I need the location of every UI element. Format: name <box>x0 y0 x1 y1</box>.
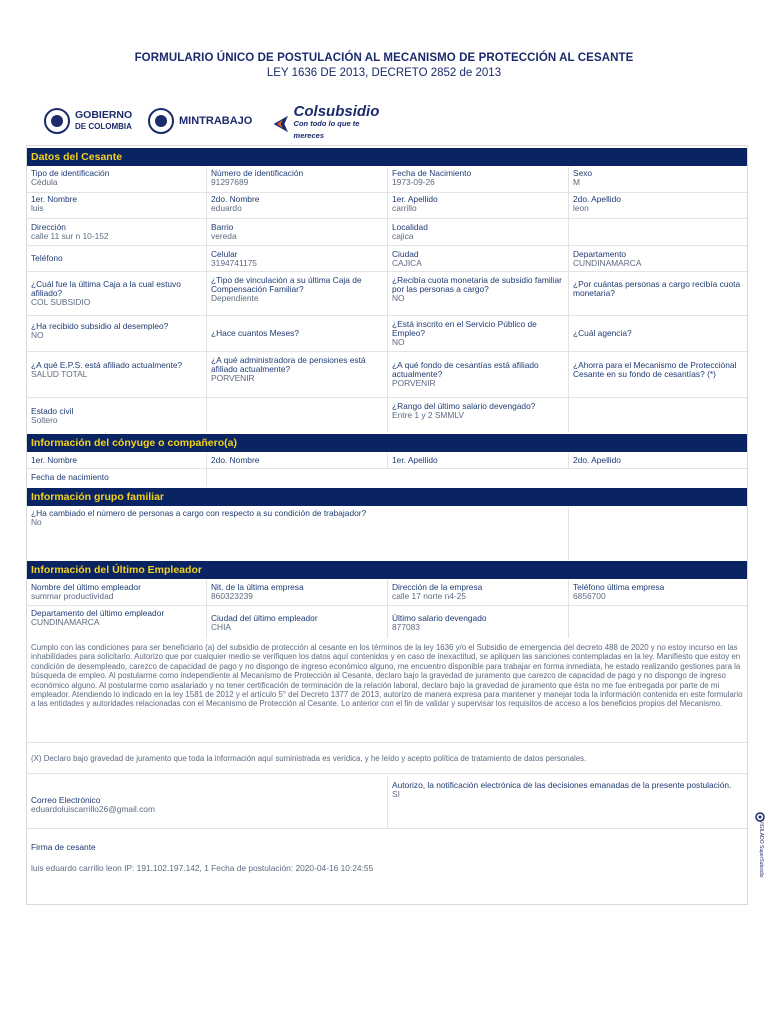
colsubsidio-slogan: Con todo lo que te mereces <box>293 119 360 140</box>
nombre2-label: 2do. Nombre <box>211 194 260 204</box>
apellido1-label: 1er. Apellido <box>392 194 438 204</box>
form-title: FORMULARIO ÚNICO DE POSTULACIÓN AL MECANISMO DE PROTECCIÓN AL CESANTE <box>134 52 634 64</box>
section-datos-cesante: Datos del Cesante <box>27 148 747 166</box>
num-id-value: 91297689 <box>211 177 249 187</box>
firma-label: Firma de cesante <box>31 842 96 852</box>
mintrabajo-logo <box>148 108 252 134</box>
fecha-nac-value: 1973-09-26 <box>392 177 435 187</box>
gobierno-logo-line2: DE COLOMBIA <box>75 122 132 131</box>
telefono-label: Teléfono <box>31 253 63 263</box>
table-row <box>27 606 747 638</box>
conyuge-nombre1-label: 1er. Nombre <box>31 455 78 465</box>
empleador-nit-value: 860323239 <box>211 591 253 601</box>
colsubsidio-logo <box>270 103 382 142</box>
gobierno-logo <box>44 108 132 134</box>
empleador-salario-label: Último salario devengado <box>392 613 487 623</box>
colsubsidio-logo-name: Colsubsidio <box>293 103 380 120</box>
personas-cargo-cambio-label: ¿Ha cambiado el número de personas a cargo con respecto a su condición de trabajador? <box>31 508 367 518</box>
autorizo-value: SI <box>392 789 400 799</box>
localidad-label: Localidad <box>392 222 428 232</box>
localidad-value: cajica <box>392 231 414 241</box>
caja-value: COL SUBSIDIO <box>31 297 91 307</box>
nombre1-value: luis <box>31 203 44 213</box>
sexo-value: M <box>573 177 580 187</box>
supersubsidio-text: VIGILADO SuperSubsidio <box>758 820 764 878</box>
conyuge-nombre2-label: 2do. Nombre <box>211 455 260 465</box>
correo-label: Correo Electrónico <box>31 795 101 805</box>
section-ultimo-empleador: Información del Último Empleador <box>27 561 747 579</box>
inscrito-value: NO <box>392 337 405 347</box>
table-row <box>27 507 747 560</box>
table-row <box>27 193 747 219</box>
empleador-ciudad-value: CHIA <box>211 622 232 632</box>
personas-cargo-cambio-value: No <box>31 517 42 527</box>
ciudad-value: CAJICA <box>392 258 422 268</box>
personas-cargo-label: ¿Por cuántas personas a cargo recibía cuota monetaria? <box>573 279 741 298</box>
celular-label: Celular <box>211 249 238 259</box>
apellido2-label: 2do. Apellido <box>573 194 621 204</box>
empleador-nombre-label: Nombre del último empleador <box>31 582 141 592</box>
mintrabajo-logo-text: MINTRABAJO <box>179 115 253 127</box>
table-row <box>27 453 747 469</box>
direccion-label: Dirección <box>31 222 66 232</box>
celular-value: 3194741175 <box>211 258 257 268</box>
empleador-depto-value: CUNDINAMARCA <box>31 617 100 627</box>
autorizo-label: Autorizo, la notificación electrónica de las decisiones emanadas de la presente postulación. <box>392 780 732 790</box>
num-id-label: Número de identificación <box>211 168 304 178</box>
barrio-label: Barrio <box>211 222 234 232</box>
empleador-telefono-value: 6856700 <box>573 591 606 601</box>
table-row <box>27 469 747 486</box>
declaration-text: (X) Declaro bajo gravedad de juramento que toda la información aquí suministrada es verídica, y he leído y acepto política de tratamiento de datos personales. <box>27 754 747 774</box>
empleador-ciudad-label: Ciudad del último empleador <box>211 613 318 623</box>
table-row <box>27 272 747 316</box>
barrio-value: vereda <box>211 231 237 241</box>
estado-civil-label: Estado civil <box>31 406 74 416</box>
sexo-label: Sexo <box>573 168 593 178</box>
rango-salario-value: Entre 1 y 2 SMMLV <box>392 410 464 420</box>
table-row <box>27 352 747 398</box>
firma-value: luis eduardo carrillo leon IP: 191.102.197.142, 1 Fecha de postulación: 2020-04-16 10:24:55 <box>31 863 374 873</box>
rango-salario-label: ¿Rango del último salario devengado? <box>392 401 536 411</box>
empleador-direccion-label: Dirección de la empresa <box>392 582 483 592</box>
table-row <box>27 219 747 246</box>
table-row <box>27 398 747 432</box>
caja-label: ¿Cuál fue la última Caja a la cual estuvo afiliado? <box>31 279 181 298</box>
table-row <box>27 316 747 352</box>
table-row <box>27 246 747 272</box>
cesantias-label: ¿A qué fondo de cesantías está afiliado actualmente? <box>392 360 539 379</box>
colsubsidio-mark-icon <box>270 112 292 136</box>
section-grupo-familiar: Información grupo familiar <box>27 488 747 506</box>
colombia-seal-icon <box>44 108 70 134</box>
empleador-nit-label: Nit. de la última empresa <box>211 582 304 592</box>
gobierno-logo-line1: GOBIERNO <box>75 109 133 121</box>
nombre2-value: eduardo <box>211 203 242 213</box>
nombre1-label: 1er. Nombre <box>31 194 78 204</box>
tipo-id-label: Tipo de identificación <box>31 168 110 178</box>
eps-label: ¿A qué E.P.S. está afiliado actualmente? <box>31 360 183 370</box>
ahorra-label: ¿Ahorra para el Mecanismo de Protecciónal Cesante en su fondo de cesantías? (*) <box>573 360 737 379</box>
conyuge-fecha-label: Fecha de nacimiento <box>31 472 109 482</box>
subsidio-value: NO <box>31 330 44 340</box>
vinculacion-value: Dependiente <box>211 293 259 303</box>
subsidio-label: ¿Ha recibido subsidio al desempleo? <box>31 321 169 331</box>
tipo-id-value: Cédula <box>31 177 58 187</box>
ciudad-label: Ciudad <box>392 249 419 259</box>
cuota-label: ¿Recibía cuota monetaria de subsidio familiar por las personas a cargo? <box>392 275 562 294</box>
section-conyuge: Información del cónyuge o compañero(a) <box>27 434 747 452</box>
table-row <box>27 167 747 193</box>
conyuge-apellido2-label: 2do. Apellido <box>573 455 621 465</box>
departamento-value: CUNDINAMARCA <box>573 258 642 268</box>
cuota-value: NO <box>392 293 405 303</box>
fecha-nac-label: Fecha de Nacimiento <box>392 168 472 178</box>
table-row <box>27 580 747 606</box>
table-row <box>27 777 747 829</box>
empleador-salario-value: 877083 <box>392 622 420 632</box>
empleador-telefono-label: Teléfono última empresa <box>573 582 665 592</box>
correo-value: eduardoluiscarrillo26@gmail.com <box>31 804 155 814</box>
estado-civil-value: Soltero <box>31 415 58 425</box>
empleador-nombre-value: summar productividad <box>31 591 114 601</box>
meses-label: ¿Hace cuantos Meses? <box>211 328 299 338</box>
pensiones-value: PORVENIR <box>211 373 255 383</box>
form-subtitle: LEY 1636 DE 2013, DECRETO 2852 de 2013 <box>266 67 502 79</box>
supersubsidio-watermark <box>754 812 766 878</box>
pensiones-label: ¿A qué administradora de pensiones está afiliado actualmente? <box>211 355 366 374</box>
agencia-label: ¿Cuál agencia? <box>573 328 632 338</box>
inscrito-label: ¿Está inscrito en el Servicio Público de Empleo? <box>392 319 537 338</box>
apellido1-value: carrillo <box>392 203 417 213</box>
empleador-depto-label: Departamento del último empleador <box>31 608 165 618</box>
mintrabajo-seal-icon <box>148 108 174 134</box>
legal-text: Cumplo con las condiciones para ser beneficiario (a) del subsidio de protección al cesante en los términos de la ley 1636 y/o el Subsidio de emergencia del decreto 488 de 2020 y no estoy incurso en las inhabilidades para solicitarlo. Autorizo que por cualquier medio se verifiquen los datos aquí contenidos y en caso de inexactitud, se apliquen las sanciones contempladas en la ley. Manifiesto que estoy en condición de desempleado, carezco de capacidad de pago y no dispongo de ingreso económico alguno, me encuentro disponible para trabajar en forma inmediata, he estado realizando gestiones para la búsqueda de empleo. Al postularme como independiente al Mecanismo de Protección al Cesante, declaro bajo la gravedad de juramento que carezco de capacidad de pago y no dispongo de ingreso económico alguno. Al postularme como asalariado y no tener certificación de terminación de la relación laboral, declaro bajo la gravedad de juramento que ésta no me fue entregada por parte de mi empleador. Atendiendo lo indicado en la ley 1581 de 2012 y el artículo 5° del Decreto 1377 de 2013, autorizo de manera expresa para mantener y manejar toda la información contenida en este formulario a las entidades y autoridades relacionadas con el Mecanismo de Protección al Cesante. Lo anterior con el fin de validar y supervisar los requisitos de acceso a los beneficios propios del Mecanismo. <box>27 643 747 743</box>
departamento-label: Departamento <box>573 249 627 259</box>
cesantias-value: PORVENIR <box>392 378 436 388</box>
apellido2-value: leon <box>573 203 589 213</box>
vinculacion-label: ¿Tipo de vinculación a su última Caja de Compensación Familiar? <box>211 275 362 294</box>
empleador-direccion-value: calle 17 norte n4-25 <box>392 591 467 601</box>
conyuge-apellido1-label: 1er. Apellido <box>392 455 438 465</box>
direccion-value: calle 11 sur n 10-152 <box>31 231 109 241</box>
eps-value: SALUD TOTAL <box>31 369 88 379</box>
